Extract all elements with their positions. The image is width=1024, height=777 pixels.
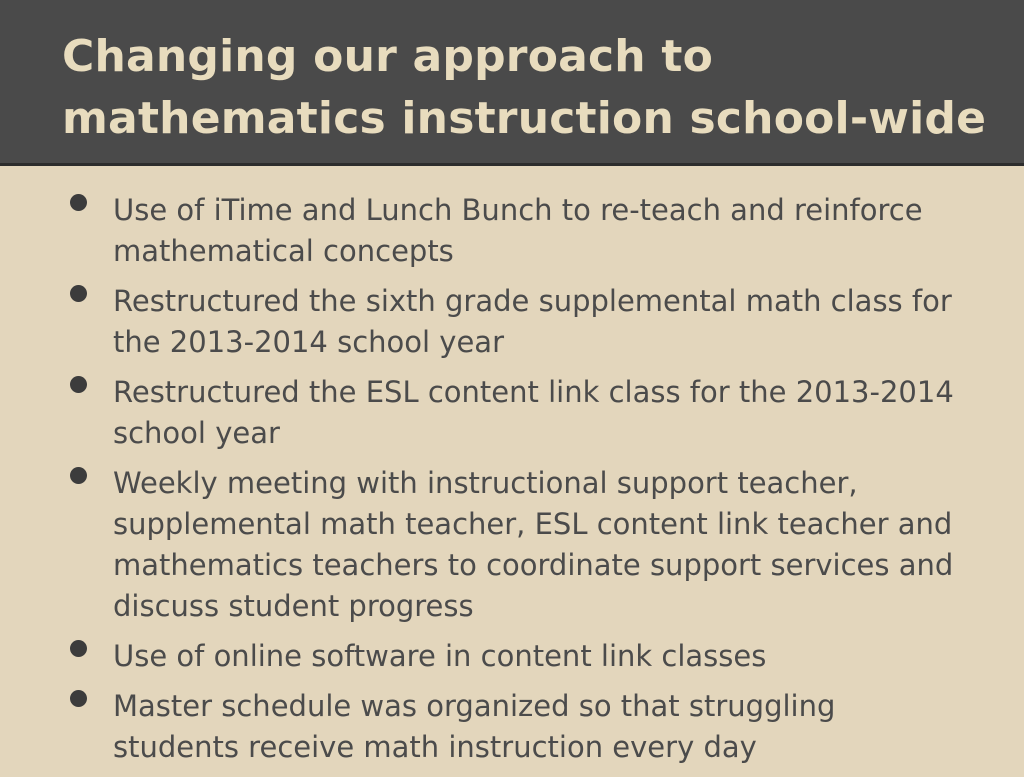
bullet-dot-icon — [70, 467, 87, 484]
bullet-dot-icon — [70, 194, 87, 211]
bullet-item — [0, 636, 1024, 677]
bullet-text: Weekly meeting with instructional support teacher, supplemental math teacher, ESL content link teacher and mathematics teachers to coordinate support services and discuss student progress — [113, 466, 954, 623]
bullet-text: Restructured the sixth grade supplemental math class for the 2013-2014 school year — [113, 284, 952, 359]
title-bar — [0, 0, 1024, 166]
bullet-item — [0, 463, 1024, 627]
bullet-item — [0, 372, 1024, 454]
bullet-item — [0, 281, 1024, 363]
bullet-dot-icon — [70, 690, 87, 707]
bullet-text: Use of online software in content link classes — [113, 639, 767, 673]
bullet-item — [0, 190, 1024, 272]
bullet-list — [0, 190, 1024, 777]
bullet-dot-icon — [70, 376, 87, 393]
bullet-text: Master schedule was organized so that struggling students receive math instruction every day — [113, 689, 836, 764]
bullet-dot-icon — [70, 285, 87, 302]
bullet-text: Restructured the ESL content link class for the 2013-2014 school year — [113, 375, 954, 450]
bullet-dot-icon — [70, 640, 87, 657]
slide-title: Changing our approach to mathematics instruction school-wide — [62, 31, 987, 144]
bullet-item — [0, 686, 1024, 768]
bullet-text: Use of iTime and Lunch Bunch to re-teach and reinforce mathematical concepts — [113, 193, 923, 268]
